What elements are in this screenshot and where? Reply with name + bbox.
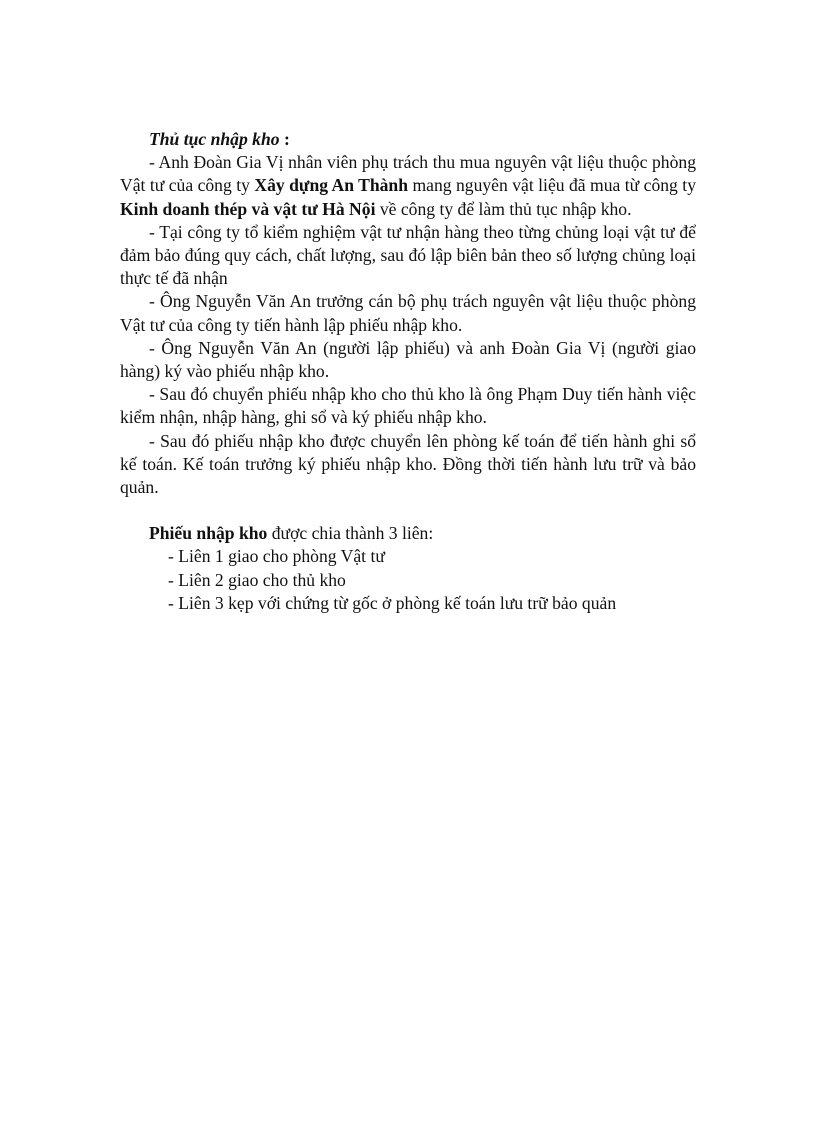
procedure-p1-text-a: - Anh Đoàn Gia Vị nhân viên phụ trách thu mua nguyên vật liệu thuộc phòng Vật tư của công ty [120, 152, 696, 196]
copies-heading-rest: được chia thành 3 liên: [267, 523, 434, 544]
copies-heading [120, 522, 696, 545]
procedure-paragraph-4: - Ông Nguyễn Văn An (người lập phiếu) và anh Đoàn Gia Vị (người giao hàng) ký vào phiếu nhập kho. [120, 337, 696, 382]
company-name-an-thanh: Xây dựng An Thành [254, 175, 409, 196]
copies-list [120, 545, 696, 615]
procedure-heading-title: Thủ tục nhập kho [149, 129, 280, 149]
procedure-p1-text-e: về công ty để làm thủ tục nhập kho. [375, 198, 632, 219]
procedure-heading [120, 128, 696, 151]
list-item: - Liên 2 giao cho thủ kho [168, 569, 346, 590]
procedure-paragraph-3: - Ông Nguyễn Văn An trưởng cán bộ phụ trách nguyên vật liệu thuộc phòng Vật tư của công ty tiến hành lập phiếu nhập kho. [120, 291, 696, 335]
section-spacer [120, 499, 696, 522]
procedure-paragraph-6: - Sau đó phiếu nhập kho được chuyển lên phòng kế toán để tiến hành ghi sổ kế toán. Kế toán trưởng ký phiếu nhập kho. Đồng thời tiến hành lưu trữ và bảo quản. [120, 430, 696, 498]
company-name-ha-noi: Kinh doanh thép và vật tư Hà Nội [120, 198, 376, 219]
procedure-heading-suffix: : [279, 129, 290, 149]
procedure-p1-text-c: mang nguyên vật liệu đã mua từ công ty [408, 175, 696, 196]
procedure-paragraph-5: - Sau đó chuyển phiếu nhập kho cho thủ kho là ông Phạm Duy tiến hành việc kiểm nhận, nhập hàng, ghi sổ và ký phiếu nhập kho. [120, 384, 696, 428]
procedure-paragraph-2: - Tại công ty tổ kiểm nghiệm vật tư nhận hàng theo từng chủng loại vật tư để đảm bảo đúng quy cách, chất lượng, sau đó lập biên bản theo số lượng chủng loại thực tế đã nhận [120, 221, 696, 289]
procedure-paragraph-1 [120, 151, 696, 221]
copies-heading-title: Phiếu nhập kho [149, 523, 268, 544]
list-item: - Liên 1 giao cho phòng Vật tư [168, 546, 385, 567]
document-body [120, 128, 696, 615]
list-item: - Liên 3 kẹp với chứng từ gốc ở phòng kế toán lưu trữ bảo quản [168, 592, 617, 613]
